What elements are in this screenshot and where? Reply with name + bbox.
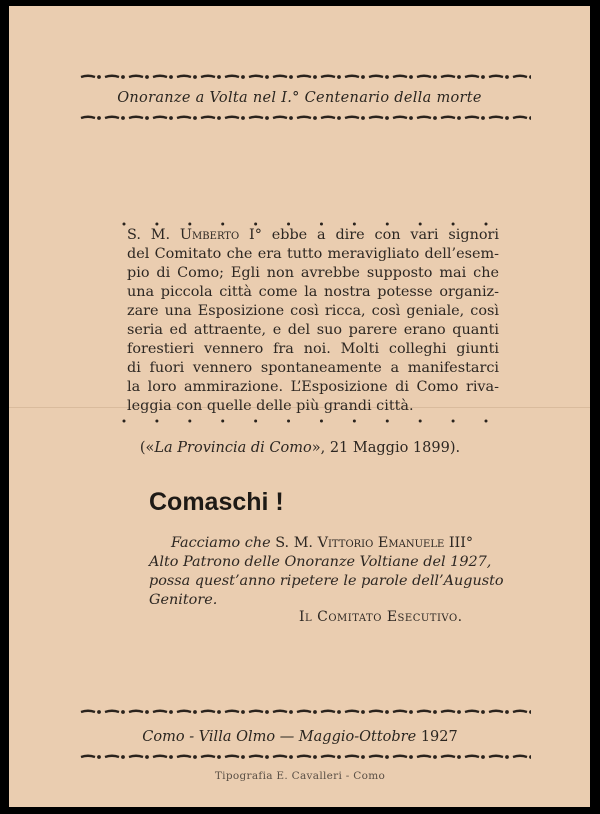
document-sheet <box>9 6 590 807</box>
appeal-line: Facciamo che S. M. Vittorio Emanuele III° <box>171 535 474 551</box>
appeal-line: Genitore. <box>149 592 218 608</box>
quote-line: la loro ammirazione. L’Esposizione di Como riva- <box>127 379 499 395</box>
appeal-line: Alto Patrono delle Onoranze Voltiane del 1927, <box>149 554 492 570</box>
ornamental-rule-top-2 <box>79 113 531 123</box>
quote-line: seria ed attraente, e del suo parere erano quanti <box>127 322 499 338</box>
quote-line: S. M. Umberto I° ebbe a dire con vari signori <box>127 227 499 243</box>
appeal-title: Comaschi ! <box>149 488 284 516</box>
ellipsis-dots-bottom <box>121 409 489 415</box>
appeal-paragraph <box>149 534 504 610</box>
quote-line: una piccola città come la nostra potesse organiz- <box>127 284 499 300</box>
printer-credit: Tipografia E. Cavalleri - Como <box>214 770 386 782</box>
quote-paragraph <box>127 226 499 416</box>
ellipsis-dots-top <box>121 212 489 218</box>
source-citation: («La Provincia di Como», 21 Maggio 1899). <box>139 440 461 456</box>
quote-line: pio di Como; Egli non avrebbe supposto mai che <box>127 265 499 281</box>
header-title: Onoranze a Volta nel I.° Centenario della morte <box>117 90 482 106</box>
quote-line: forestieri vennero fra noi. Molti colleghi giunti <box>127 341 499 357</box>
appeal-line: possa quest’anno ripetere le parole dell’Augusto <box>149 573 504 589</box>
signature: Il Comitato Esecutivo. <box>299 609 463 625</box>
quote-line: di fuori vennero spontaneamente a manifestarci <box>127 360 499 376</box>
quote-line: leggia con quelle delle più grandi città. <box>127 398 414 414</box>
ornamental-rule-bottom-2 <box>79 752 531 762</box>
quote-line: zare una Esposizione così ricca, così geniale, così <box>127 303 499 319</box>
footer-place-date: Como - Villa Olmo — Maggio-Ottobre 1927 <box>142 729 458 745</box>
newspaper-name: La Provincia di Como <box>154 440 312 456</box>
ornamental-rule-bottom-1 <box>79 707 531 717</box>
ornamental-rule-top-1 <box>79 72 531 82</box>
quote-line: del Comitato che era tutto meravigliato dell’esem- <box>127 246 499 262</box>
